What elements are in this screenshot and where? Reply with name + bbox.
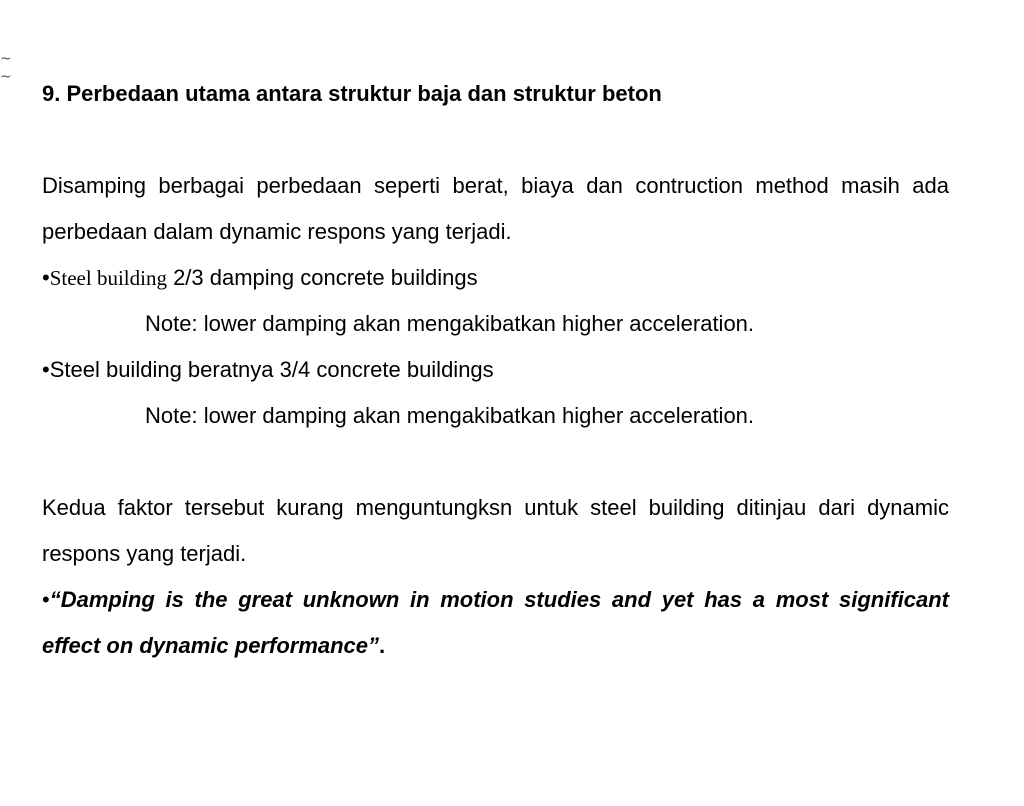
slide-body	[42, 163, 949, 669]
quote-paragraph	[42, 577, 949, 669]
intro-paragraph: Disamping berbagai perbedaan seperti berat, biaya dan contruction method masih ada perbedaan dalam dynamic respons yang terjadi.	[42, 173, 949, 244]
note-line: Note: lower damping akan mengakibatkan higher acceleration.	[145, 403, 755, 428]
quote-text: “Damping is the great unknown in motion studies and yet has a most significant effect on dynamic performance”	[42, 587, 949, 658]
bullet-label: Steel building	[49, 266, 167, 290]
bullet-marker: •	[42, 587, 50, 612]
bullet-text: Steel building beratnya 3/4 concrete buildings	[49, 357, 494, 382]
bullet-text: 2/3 damping concrete buildings	[166, 265, 478, 290]
bullet-marker: •	[42, 357, 50, 382]
bullet-steel-damping	[42, 255, 949, 301]
tilde-mark: ~	[0, 51, 12, 67]
spacer	[42, 439, 949, 485]
tilde-mark: ~	[0, 69, 12, 85]
quote-end: .	[379, 633, 386, 658]
corner-decoration	[0, 50, 14, 86]
conclusion-paragraph: Kedua faktor tersebut kurang menguntungksn untuk steel building ditinjau dari dynamic respons yang terjadi.	[42, 495, 949, 566]
slide-heading: 9. Perbedaan utama antara struktur baja dan struktur beton	[42, 81, 662, 106]
bullet-steel-weight	[42, 347, 949, 393]
note-line: Note: lower damping akan mengakibatkan higher acceleration.	[145, 311, 755, 336]
bullet-marker: •	[42, 265, 50, 290]
